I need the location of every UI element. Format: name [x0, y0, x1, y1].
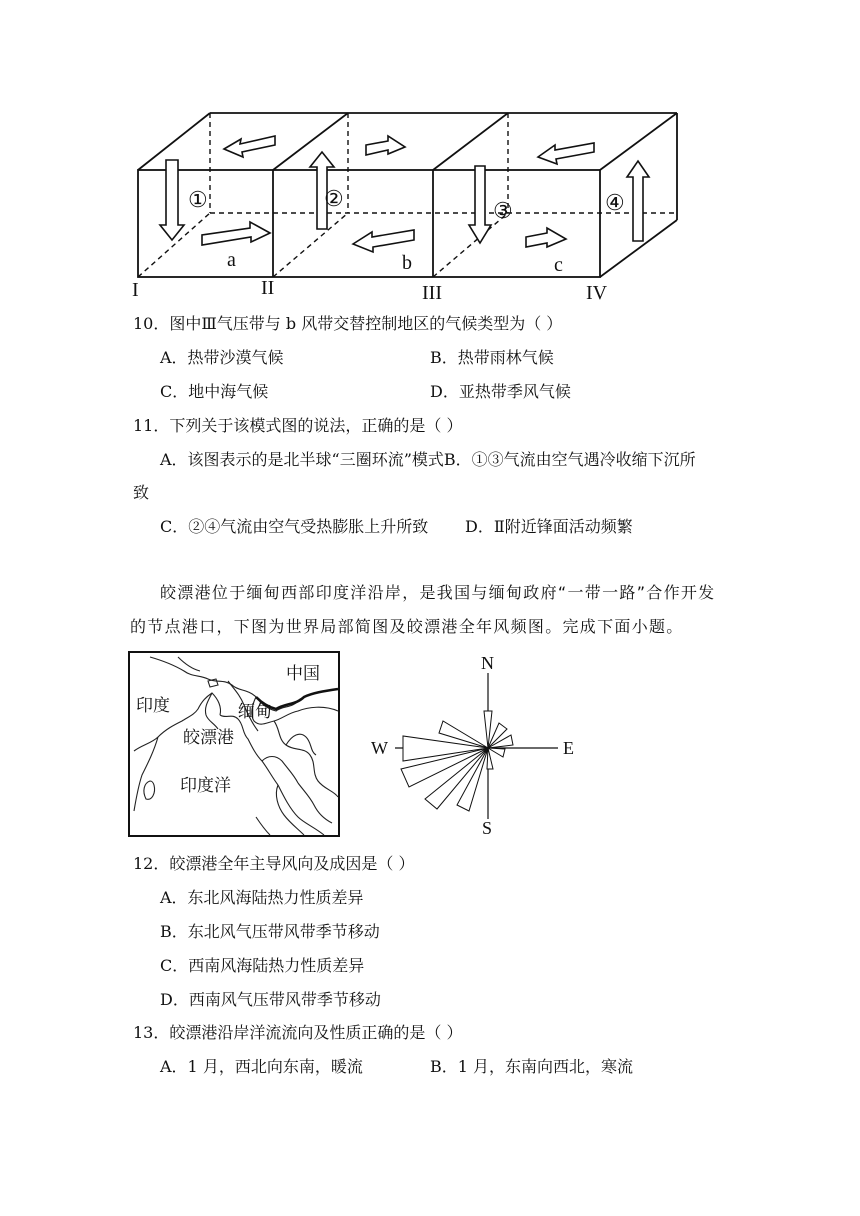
arrow-vertical-4: [627, 161, 649, 241]
q10-stem: 10．图中Ⅲ气压带与 b 风带交替控制地区的气候类型为（ ）: [133, 314, 563, 333]
arrow-bottom-c: [526, 228, 566, 247]
wind-rose: [365, 651, 585, 841]
q11-option-ab-cont: 致: [133, 483, 150, 502]
q12-option-c: C．西南风海陆热力性质差异: [160, 956, 365, 975]
map-label-port: 皎漂港: [183, 728, 234, 747]
roman-label-4: IV: [586, 282, 608, 304]
q11-option-ab: A．该图表示的是北半球“三圈环流”模式B．①③气流由空气遇冷收缩下沉所: [160, 450, 696, 469]
passage-line-1: 皎漂港位于缅甸西部印度洋沿岸，是我国与缅甸政府“一带一路”合作开发: [160, 583, 716, 602]
q13-option-a: A．1 月，西北向东南，暖流: [160, 1057, 363, 1076]
circle-label-3: ③: [493, 198, 513, 223]
arrow-top-1: [224, 136, 275, 157]
arrow-bottom-a: [202, 222, 270, 245]
roman-label-2: II: [261, 277, 275, 299]
windrose-label-w: W: [371, 738, 388, 758]
map-label-india: 印度: [136, 696, 170, 715]
pressure-belt-diagram: [120, 100, 700, 305]
q12-option-b: B．东北风气压带风带季节移动: [160, 922, 380, 941]
q11-stem: 11．下列关于该模式图的说法，正确的是（ ）: [133, 416, 463, 435]
roman-label-3: III: [422, 282, 442, 304]
map-label-ocean: 印度洋: [180, 776, 231, 795]
belt-label-b: b: [402, 252, 412, 274]
q12-stem: 12．皎漂港全年主导风向及成因是（ ）: [133, 854, 415, 873]
windrose-label-n: N: [481, 653, 494, 673]
q12-option-a: A．东北风海陆热力性质差异: [160, 888, 364, 907]
circle-label-1: ①: [188, 187, 208, 212]
arrow-vertical-3: [469, 166, 491, 243]
q10-option-c: C．地中海气候: [160, 382, 269, 401]
q10-option-b: B．热带雨林气候: [430, 348, 554, 367]
arrow-top-2: [366, 136, 405, 155]
passage-line-2: 的节点港口，下图为世界局部简图及皎漂港全年风频图。完成下面小题。: [130, 617, 684, 636]
q12-option-d: D．西南风气压带风带季节移动: [160, 990, 381, 1009]
arrow-vertical-1: [160, 160, 184, 240]
q13-stem: 13．皎漂港沿岸洋流流向及性质正确的是（ ）: [133, 1023, 463, 1042]
arrow-top-3: [538, 143, 594, 164]
map-label-china: 中国: [286, 664, 320, 683]
windrose-label-s: S: [482, 818, 493, 838]
q11-option-d: D．Ⅱ附近锋面活动频繁: [465, 517, 633, 536]
arrow-bottom-b: [353, 230, 414, 252]
map-label-myanmar: 缅甸: [238, 702, 272, 721]
circle-label-2: ②: [324, 186, 344, 211]
circle-label-4: ④: [605, 190, 625, 215]
q10-option-a: A．热带沙漠气候: [160, 348, 284, 367]
q13-option-b: B．1 月，东南向西北，寒流: [430, 1057, 634, 1076]
belt-label-a: a: [227, 249, 236, 271]
belt-label-c: c: [554, 254, 563, 276]
roman-label-1: I: [132, 279, 139, 301]
q11-option-c: C．②④气流由空气受热膨胀上升所致: [160, 517, 429, 536]
region-map: [128, 651, 340, 837]
q10-option-d: D．亚热带季风气候: [430, 382, 571, 401]
windrose-label-e: E: [563, 738, 574, 758]
